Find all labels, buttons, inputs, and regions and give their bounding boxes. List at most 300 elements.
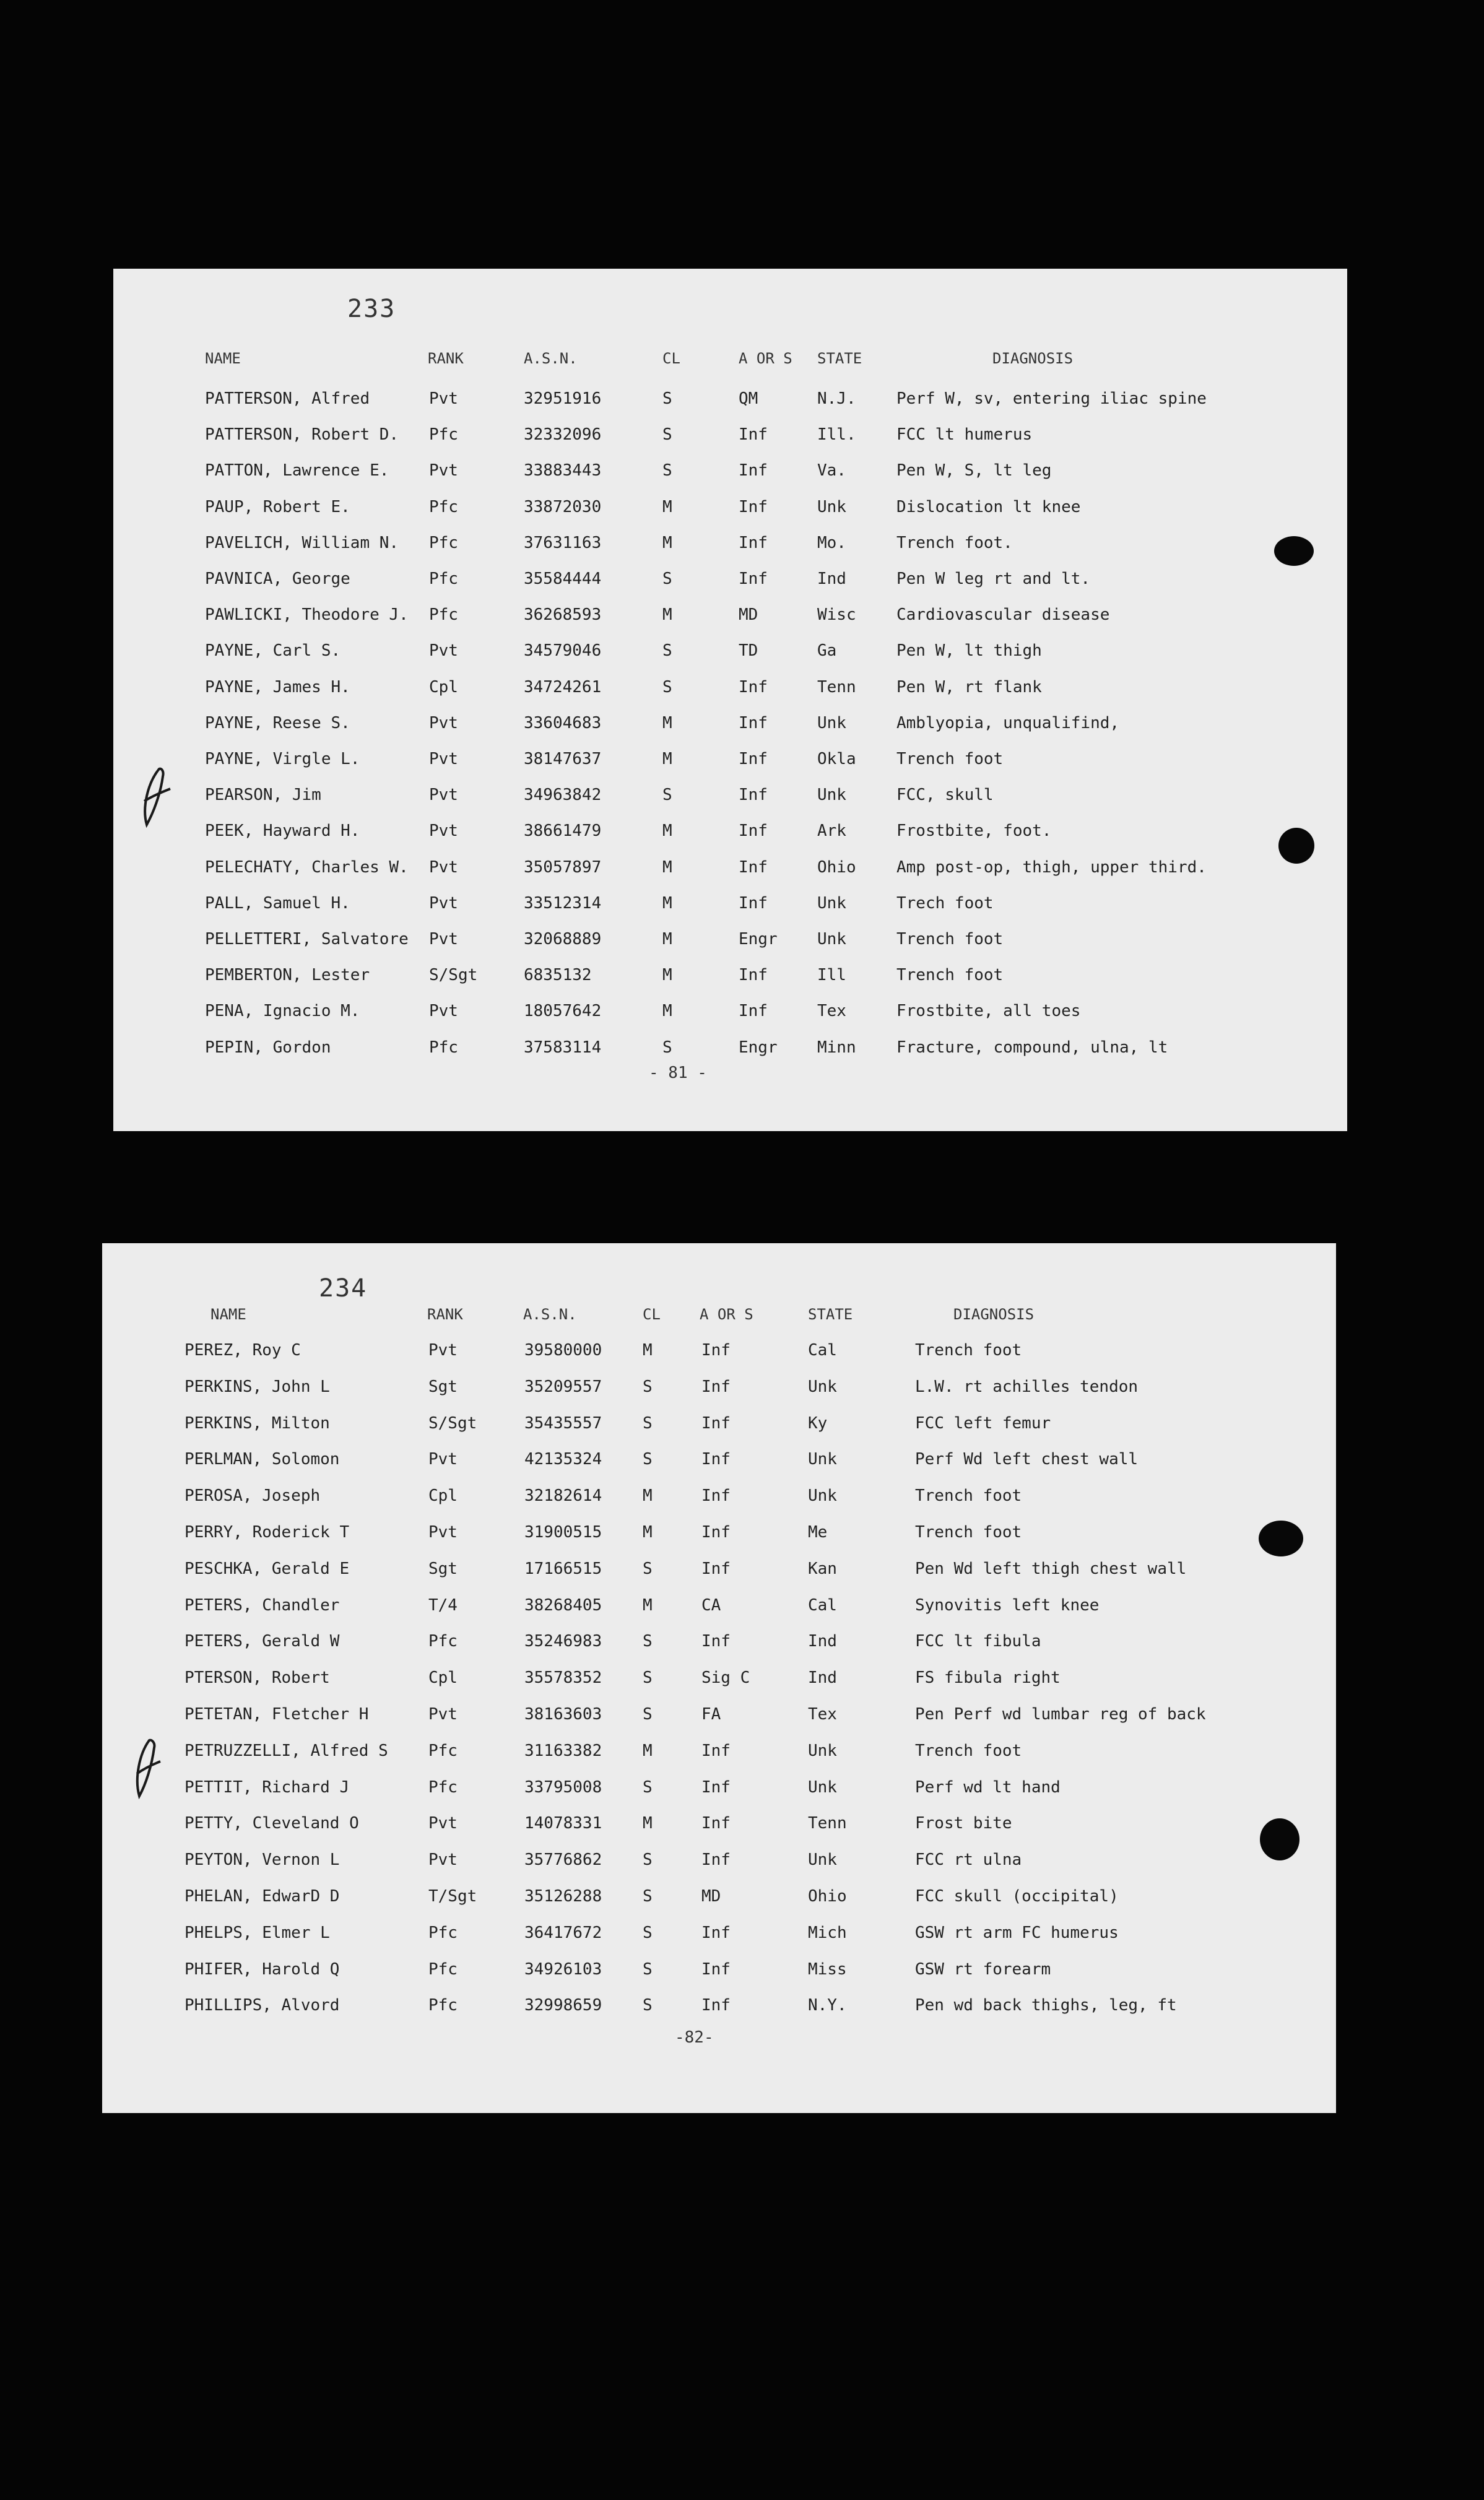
cell-asn: 32068889 <box>524 930 602 948</box>
cell-rank: Pvt <box>428 1814 458 1833</box>
cell-aors: Engr <box>739 1038 778 1057</box>
cell-name: PATTERSON, Robert D. <box>205 425 399 445</box>
cell-cl: S <box>643 1887 653 1906</box>
table-row <box>102 1560 1336 1591</box>
cell-asn: 35578352 <box>524 1669 602 1688</box>
cell-asn: 38268405 <box>524 1595 602 1615</box>
table-row <box>102 1996 1336 2027</box>
cell-state: Ohio <box>817 857 856 877</box>
table-row <box>102 1523 1336 1554</box>
cell-rank: Sgt <box>428 1559 458 1578</box>
cell-name: PAYNE, James H. <box>205 677 350 697</box>
punch-hole <box>1274 536 1314 566</box>
table-row <box>102 1341 1336 1372</box>
cell-aors: Inf <box>701 1341 731 1360</box>
cell-aors: Inf <box>701 1996 731 2015</box>
cell-state: Miss <box>808 1960 847 1979</box>
cell-rank: Pfc <box>428 1741 458 1760</box>
cell-aors: CA <box>701 1595 721 1615</box>
handwritten-mark <box>127 1735 164 1803</box>
cell-state: Unk <box>808 1777 837 1797</box>
cell-aors: Inf <box>739 786 768 805</box>
cell-aors: Engr <box>739 930 778 948</box>
cell-name: PHELPS, Elmer L <box>184 1923 330 1942</box>
cell-diagnosis: GSW rt arm FC humerus <box>915 1923 1119 1942</box>
cell-state: Ind <box>808 1669 837 1688</box>
cell-diagnosis: Trench foot <box>896 930 1004 948</box>
cell-aors: Inf <box>701 1377 731 1396</box>
cell-asn: 17166515 <box>524 1559 602 1578</box>
page-number: 233 <box>347 295 396 323</box>
cell-cl: M <box>662 1002 672 1021</box>
cell-cl: S <box>662 389 672 408</box>
table-row <box>113 858 1347 889</box>
cell-cl: M <box>662 930 672 948</box>
table-row <box>113 822 1347 853</box>
cell-diagnosis: FCC lt fibula <box>915 1632 1041 1651</box>
table-row <box>113 389 1347 420</box>
cell-diagnosis: FCC left femur <box>915 1413 1051 1433</box>
cell-rank: Pvt <box>428 1341 458 1360</box>
cell-state: Ohio <box>808 1887 847 1906</box>
cell-diagnosis: Cardiovascular disease <box>896 605 1110 625</box>
table-row <box>102 1960 1336 1991</box>
cell-aors: Inf <box>701 1632 731 1651</box>
cell-asn: 38661479 <box>524 822 602 841</box>
cell-aors: Inf <box>701 1814 731 1833</box>
cell-name: PETTY, Cleveland O <box>184 1814 359 1833</box>
cell-state: Ind <box>808 1632 837 1651</box>
cell-diagnosis: Frostbite, all toes <box>896 1002 1081 1021</box>
cell-aors: Inf <box>701 1413 731 1433</box>
cell-name: PESCHKA, Gerald E <box>184 1559 350 1578</box>
cell-name: PEYTON, Vernon L <box>184 1851 340 1870</box>
table-row <box>113 534 1347 565</box>
cell-rank: Pfc <box>429 605 458 625</box>
cell-name: PEPIN, Gordon <box>205 1038 331 1057</box>
cell-rank: Sgt <box>428 1377 458 1396</box>
cell-asn: 32182614 <box>524 1487 602 1506</box>
cell-cl: S <box>643 1960 653 1979</box>
table-row <box>113 605 1347 636</box>
cell-diagnosis: Pen W, rt flank <box>896 677 1042 697</box>
table-row <box>102 1814 1336 1845</box>
cell-name: PERKINS, Milton <box>184 1413 330 1433</box>
cell-cl: M <box>662 533 672 552</box>
cell-state: Ky <box>808 1413 828 1433</box>
cell-cl: M <box>643 1487 653 1506</box>
cell-name: PEROSA, Joseph <box>184 1487 321 1506</box>
cell-cl: S <box>643 1413 653 1433</box>
cell-aors: Inf <box>739 461 768 480</box>
cell-asn: 18057642 <box>524 1002 602 1021</box>
cell-name: PERRY, Roderick T <box>184 1523 350 1542</box>
cell-state: Minn <box>817 1038 856 1057</box>
header-state: STATE <box>808 1306 853 1323</box>
table-row <box>113 1038 1347 1069</box>
punch-hole <box>1278 828 1314 864</box>
cell-diagnosis: Trench foot <box>915 1523 1022 1542</box>
cell-state: Mich <box>808 1923 847 1942</box>
table-row <box>102 1924 1336 1955</box>
cell-rank: Pfc <box>429 533 458 552</box>
header-cl: CL <box>643 1306 661 1323</box>
header-rank: RANK <box>428 350 464 367</box>
cell-diagnosis: Trench foot <box>915 1341 1022 1360</box>
cell-aors: Inf <box>701 1450 731 1469</box>
cell-cl: M <box>643 1814 653 1833</box>
cell-state: Unk <box>808 1487 837 1506</box>
cell-cl: S <box>662 425 672 445</box>
header-name: NAME <box>205 350 241 367</box>
cell-aors: Inf <box>739 750 768 768</box>
cell-name: PHIFER, Harold Q <box>184 1960 340 1979</box>
cell-asn: 37631163 <box>524 533 602 552</box>
cell-state: Mo. <box>817 533 846 552</box>
cell-aors: Inf <box>701 1777 731 1797</box>
cell-rank: Pfc <box>428 1996 458 2015</box>
cell-cl: M <box>662 713 672 732</box>
cell-name: PETRUZZELLI, Alfred S <box>184 1741 388 1760</box>
cell-diagnosis: Dislocation lt knee <box>896 497 1081 516</box>
cell-asn: 35057897 <box>524 857 602 877</box>
cell-name: PAUP, Robert E. <box>205 497 350 516</box>
table-row <box>113 966 1347 997</box>
table-row <box>113 461 1347 492</box>
cell-asn: 38147637 <box>524 750 602 768</box>
cell-rank: Pfc <box>429 1038 458 1057</box>
header-diagnosis: DIAGNOSIS <box>953 1306 1035 1323</box>
table-row <box>102 1669 1336 1699</box>
cell-aors: Inf <box>739 857 768 877</box>
cell-name: PEARSON, Jim <box>205 786 321 805</box>
cell-cl: S <box>643 1377 653 1396</box>
cell-asn: 32332096 <box>524 425 602 445</box>
table-row <box>113 425 1347 456</box>
cell-rank: Cpl <box>428 1487 458 1506</box>
cell-asn: 35246983 <box>524 1632 602 1651</box>
cell-cl: M <box>643 1595 653 1615</box>
column-headers <box>102 1305 1336 1336</box>
table-row <box>102 1487 1336 1517</box>
cell-cl: M <box>662 966 672 985</box>
cell-rank: Pfc <box>428 1777 458 1797</box>
cell-cl: M <box>662 822 672 841</box>
cell-asn: 34579046 <box>524 641 602 661</box>
cell-diagnosis: Perf W, sv, entering iliac spine <box>896 389 1207 408</box>
cell-diagnosis: Trench foot <box>915 1741 1022 1760</box>
cell-rank: Pvt <box>428 1523 458 1542</box>
cell-cl: S <box>662 570 672 588</box>
cell-diagnosis: Pen Perf wd lumbar reg of back <box>915 1705 1206 1724</box>
cell-rank: T/Sgt <box>428 1887 477 1906</box>
cell-name: PEEK, Hayward H. <box>205 822 360 841</box>
handwritten-mark <box>136 764 173 832</box>
cell-diagnosis: Trench foot <box>896 966 1004 985</box>
cell-diagnosis: FCC, skull <box>896 786 994 805</box>
table-row <box>102 1887 1336 1918</box>
cell-name: PETETAN, Fletcher H <box>184 1705 369 1724</box>
cell-cl: M <box>643 1523 653 1542</box>
cell-asn: 34926103 <box>524 1960 602 1979</box>
cell-diagnosis: GSW rt forearm <box>915 1960 1051 1979</box>
header-asn: A.S.N. <box>523 1306 577 1323</box>
cell-rank: Pfc <box>429 570 458 588</box>
table-row <box>113 894 1347 925</box>
cell-asn: 35584444 <box>524 570 602 588</box>
cell-name: PALL, Samuel H. <box>205 893 350 913</box>
cell-state: Okla <box>817 750 856 768</box>
cell-rank: Pfc <box>429 425 458 445</box>
cell-cl: M <box>662 497 672 516</box>
cell-diagnosis: FCC rt ulna <box>915 1851 1022 1870</box>
cell-name: PATTON, Lawrence E. <box>205 461 389 480</box>
cell-rank: Pvt <box>428 1450 458 1469</box>
cell-state: Unk <box>817 497 846 516</box>
cell-rank: Pvt <box>429 893 458 913</box>
cell-diagnosis: Amp post-op, thigh, upper third. <box>896 857 1207 877</box>
cell-state: Tenn <box>808 1814 847 1833</box>
cell-diagnosis: Fracture, compound, ulna, lt <box>896 1038 1168 1057</box>
cell-state: Tex <box>817 1002 846 1021</box>
cell-cl: S <box>643 1777 653 1797</box>
cell-cl: S <box>643 1632 653 1651</box>
header-state: STATE <box>817 350 862 367</box>
cell-name: PELLETTERI, Salvatore <box>205 930 409 948</box>
table-row <box>113 498 1347 529</box>
cell-asn: 37583114 <box>524 1038 602 1057</box>
cell-diagnosis: FCC skull (occipital) <box>915 1887 1119 1906</box>
cell-aors: Inf <box>701 1923 731 1942</box>
cell-state: Unk <box>817 930 846 948</box>
cell-aors: Inf <box>739 1002 768 1021</box>
cell-asn: 38163603 <box>524 1705 602 1724</box>
cell-cl: S <box>643 1851 653 1870</box>
cell-cl: S <box>643 1705 653 1724</box>
punch-hole <box>1259 1521 1303 1556</box>
cell-state: N.Y. <box>808 1996 847 2015</box>
cell-state: Va. <box>817 461 846 480</box>
table-row <box>113 750 1347 781</box>
cell-name: PEMBERTON, Lester <box>205 966 370 985</box>
cell-rank: Pvt <box>429 461 458 480</box>
cell-asn: 33795008 <box>524 1777 602 1797</box>
cell-aors: Inf <box>701 1851 731 1870</box>
cell-cl: S <box>643 1450 653 1469</box>
cell-state: Unk <box>817 713 846 732</box>
cell-aors: Inf <box>739 713 768 732</box>
cell-diagnosis: Trench foot <box>896 750 1004 768</box>
cell-cl: S <box>643 1996 653 2015</box>
cell-cl: M <box>662 893 672 913</box>
page-footer: -82- <box>675 2028 714 2047</box>
cell-rank: Pvt <box>429 857 458 877</box>
cell-rank: Pfc <box>428 1960 458 1979</box>
cell-diagnosis: FS fibula right <box>915 1669 1061 1688</box>
cell-name: PENA, Ignacio M. <box>205 1002 360 1021</box>
cell-name: PERLMAN, Solomon <box>184 1450 340 1469</box>
cell-rank: Pvt <box>429 1002 458 1021</box>
cell-diagnosis: Amblyopia, unqualifind, <box>896 713 1120 732</box>
cell-asn: 34724261 <box>524 677 602 697</box>
cell-name: PETERS, Gerald W <box>184 1632 340 1651</box>
cell-aors: Inf <box>739 425 768 445</box>
cell-name: PELECHATY, Charles W. <box>205 857 409 877</box>
cell-rank: T/4 <box>428 1595 458 1615</box>
cell-asn: 42135324 <box>524 1450 602 1469</box>
cell-aors: Inf <box>739 677 768 697</box>
table-row <box>113 570 1347 601</box>
cell-diagnosis: FCC lt humerus <box>896 425 1033 445</box>
cell-rank: Pvt <box>428 1851 458 1870</box>
table-row <box>102 1632 1336 1663</box>
table-row <box>102 1378 1336 1408</box>
header-a-or-s: A OR S <box>739 350 792 367</box>
cell-rank: Pvt <box>429 389 458 408</box>
cell-rank: Pvt <box>429 786 458 805</box>
cell-asn: 33883443 <box>524 461 602 480</box>
cell-name: PAVELICH, William N. <box>205 533 399 552</box>
cell-asn: 6835132 <box>524 966 592 985</box>
header-asn: A.S.N. <box>524 350 578 367</box>
cell-rank: Pvt <box>429 641 458 661</box>
cell-diagnosis: L.W. rt achilles tendon <box>915 1377 1139 1396</box>
cell-aors: Inf <box>739 822 768 841</box>
cell-diagnosis: Frost bite <box>915 1814 1012 1833</box>
cell-state: Unk <box>808 1741 837 1760</box>
cell-name: PATTERSON, Alfred <box>205 389 370 408</box>
cell-cl: M <box>643 1341 653 1360</box>
cell-asn: 35435557 <box>524 1413 602 1433</box>
cell-state: Unk <box>817 786 846 805</box>
column-headers <box>113 349 1347 380</box>
cell-asn: 33512314 <box>524 893 602 913</box>
cell-name: PAYNE, Virgle L. <box>205 750 360 768</box>
cell-name: PEREZ, Roy C <box>184 1341 301 1360</box>
cell-state: Wisc <box>817 605 856 625</box>
cell-aors: Inf <box>701 1960 731 1979</box>
header-a-or-s: A OR S <box>700 1306 753 1323</box>
cell-rank: S/Sgt <box>428 1413 477 1433</box>
cell-aors: Inf <box>739 533 768 552</box>
cell-cl: S <box>662 461 672 480</box>
cell-aors: Inf <box>739 966 768 985</box>
cell-name: PETTIT, Richard J <box>184 1777 350 1797</box>
cell-state: N.J. <box>817 389 856 408</box>
cell-asn: 34963842 <box>524 786 602 805</box>
cell-cl: S <box>662 677 672 697</box>
cell-aors: FA <box>701 1705 721 1724</box>
cell-asn: 35126288 <box>524 1887 602 1906</box>
cell-state: Ill. <box>817 425 856 445</box>
cell-cl: S <box>643 1669 653 1688</box>
cell-cl: M <box>662 605 672 625</box>
cell-state: Unk <box>808 1377 837 1396</box>
cell-cl: S <box>662 641 672 661</box>
cell-state: Unk <box>808 1450 837 1469</box>
cell-rank: Pvt <box>429 713 458 732</box>
record-page-234 <box>102 1243 1336 2113</box>
cell-aors: Inf <box>701 1559 731 1578</box>
cell-diagnosis: Trech foot <box>896 893 994 913</box>
cell-cl: S <box>662 786 672 805</box>
header-name: NAME <box>210 1306 246 1323</box>
cell-rank: Cpl <box>429 677 458 697</box>
cell-diagnosis: Pen Wd left thigh chest wall <box>915 1559 1187 1578</box>
cell-diagnosis: Perf wd lt hand <box>915 1777 1061 1797</box>
cell-diagnosis: Trench foot. <box>896 533 1013 552</box>
cell-state: Unk <box>808 1851 837 1870</box>
cell-rank: Pvt <box>428 1705 458 1724</box>
table-row <box>113 1002 1347 1033</box>
cell-rank: Pvt <box>429 750 458 768</box>
cell-diagnosis: Pen W, S, lt leg <box>896 461 1052 480</box>
cell-aors: Inf <box>739 497 768 516</box>
cell-cl: M <box>662 857 672 877</box>
cell-aors: Inf <box>701 1741 731 1760</box>
cell-asn: 14078331 <box>524 1814 602 1833</box>
cell-name: PAWLICKI, Theodore J. <box>205 605 409 625</box>
cell-aors: MD <box>739 605 758 625</box>
cell-cl: S <box>643 1559 653 1578</box>
cell-rank: Pfc <box>428 1632 458 1651</box>
header-rank: RANK <box>427 1306 463 1323</box>
cell-diagnosis: Trench foot <box>915 1487 1022 1506</box>
cell-name: PHILLIPS, Alvord <box>184 1996 340 2015</box>
cell-rank: Pfc <box>429 497 458 516</box>
cell-name: PHELAN, EdwarD D <box>184 1887 340 1906</box>
cell-state: Tex <box>808 1705 837 1724</box>
cell-state: Cal <box>808 1341 837 1360</box>
cell-asn: 32951916 <box>524 389 602 408</box>
cell-state: Ark <box>817 822 846 841</box>
cell-state: Cal <box>808 1595 837 1615</box>
cell-name: PAYNE, Reese S. <box>205 713 350 732</box>
cell-state: Ind <box>817 570 846 588</box>
cell-name: PETERS, Chandler <box>184 1595 340 1615</box>
cell-state: Ga <box>817 641 837 661</box>
cell-rank: Pvt <box>429 822 458 841</box>
cell-cl: M <box>662 750 672 768</box>
cell-rank: Cpl <box>428 1669 458 1688</box>
cell-aors: Inf <box>701 1487 731 1506</box>
cell-asn: 32998659 <box>524 1996 602 2015</box>
table-row <box>102 1742 1336 1773</box>
cell-asn: 35776862 <box>524 1851 602 1870</box>
cell-aors: Inf <box>701 1523 731 1542</box>
cell-rank: S/Sgt <box>429 966 478 985</box>
page-number: 234 <box>319 1274 368 1303</box>
cell-diagnosis: Pen wd back thighs, leg, ft <box>915 1996 1177 2015</box>
cell-name: PTERSON, Robert <box>184 1669 330 1688</box>
table-row <box>102 1851 1336 1882</box>
cell-asn: 31163382 <box>524 1741 602 1760</box>
cell-cl: S <box>643 1923 653 1942</box>
cell-rank: Pfc <box>428 1923 458 1942</box>
cell-aors: TD <box>739 641 758 661</box>
cell-diagnosis: Pen W leg rt and lt. <box>896 570 1091 588</box>
cell-diagnosis: Perf Wd left chest wall <box>915 1450 1139 1469</box>
table-row <box>113 930 1347 961</box>
cell-asn: 33604683 <box>524 713 602 732</box>
cell-aors: MD <box>701 1887 721 1906</box>
cell-diagnosis: Frostbite, foot. <box>896 822 1052 841</box>
table-row <box>102 1596 1336 1627</box>
table-row <box>113 678 1347 709</box>
cell-aors: Inf <box>739 570 768 588</box>
table-row <box>113 714 1347 745</box>
cell-aors: Inf <box>739 893 768 913</box>
